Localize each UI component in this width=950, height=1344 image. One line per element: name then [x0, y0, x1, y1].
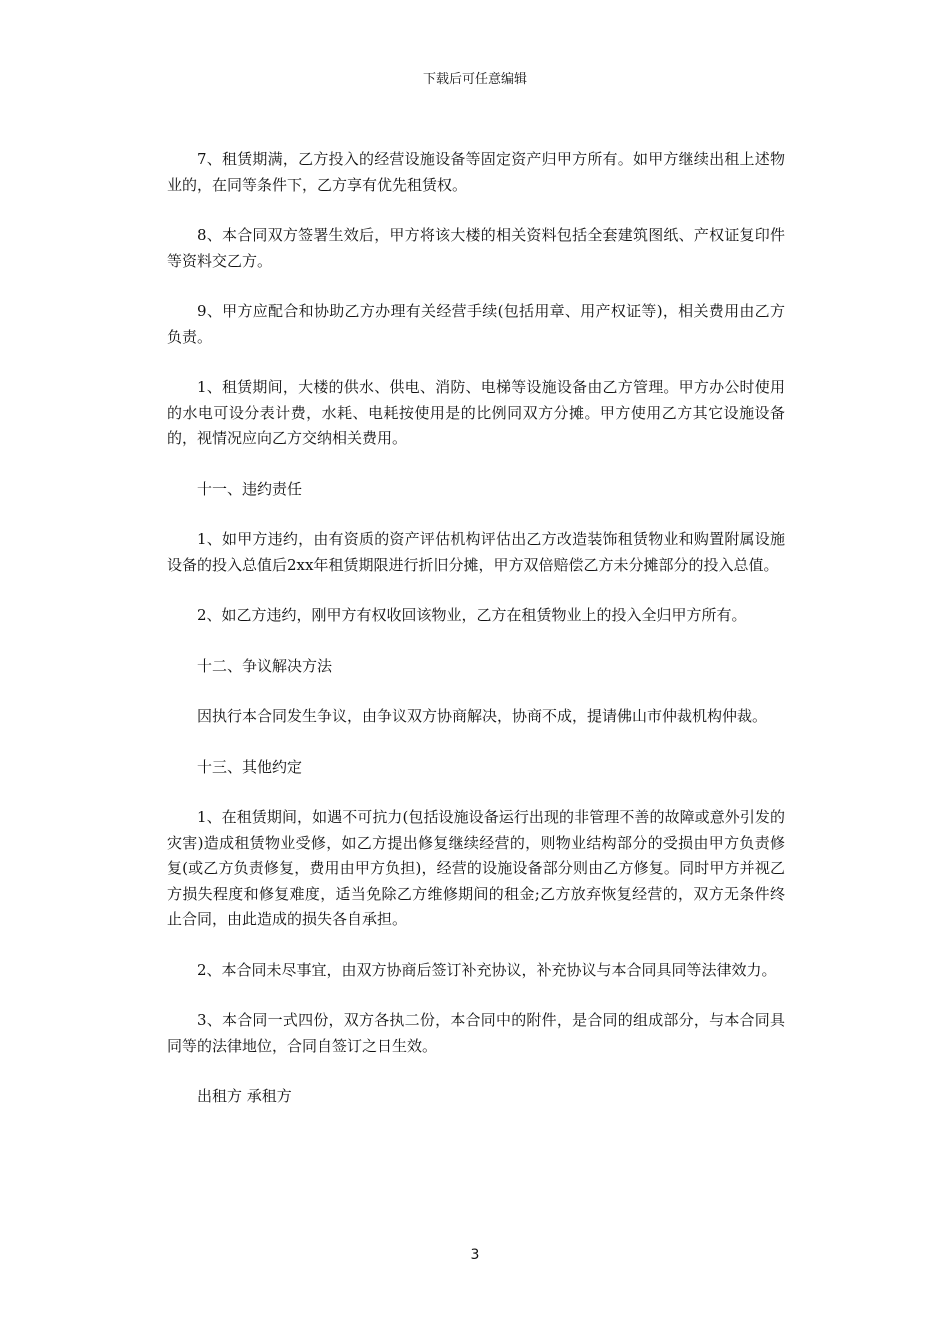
section-heading-dispute: 十二、争议解决方法 [197, 656, 333, 675]
facility-management-paragraph: 1、租赁期间，大楼的供水、供电、消防、电梯等设施设备由乙方管理。甲方办公时使用的水电可设分表计费，水耗、电耗按使用是的比例同双方分摊。甲方使用乙方其它设施设备的，视情况应向乙方交纳相关费用。 [167, 378, 785, 447]
copies-paragraph: 3、本合同一式四份，双方各执二份，本合同中的附件，是合同的组成部分，与本合同具同等的法律地位，合同自签订之日生效。 [167, 1011, 785, 1055]
signature-line: 出租方 承租方 [197, 1087, 292, 1105]
page-header: 下载后可任意编辑 [422, 72, 527, 87]
supplementary-paragraph: 2、本合同未尽事宜，由双方协商后签订补充协议，补充协议与本合同具同等法律效力。 [197, 960, 777, 979]
clause-7-paragraph: 7、租赁期满，乙方投入的经营设施设备等固定资产归甲方所有。如甲方继续出租上述物业的，在同等条件下，乙方享有优先租赁权。 [167, 150, 785, 194]
section-heading-other: 十三、其他约定 [197, 757, 303, 776]
section-heading-breach: 十一、违约责任 [197, 479, 303, 498]
clause-9-paragraph: 9、甲方应配合和协助乙方办理有关经营手续(包括用章、用产权证等)，相关费用由乙方负责。 [167, 302, 785, 346]
breach-lessor-paragraph: 1、如甲方违约，由有资质的资产评估机构评估出乙方改造装饰租赁物业和购置附属设施设备的投入总值后2xx年租赁期限进行折旧分摊，甲方双倍赔偿乙方未分摊部分的投入总值。 [167, 530, 785, 574]
document-body [167, 147, 785, 1135]
force-majeure-paragraph: 1、在租赁期间，如遇不可抗力(包括设施设备运行出现的非管理不善的故障或意外引发的灾害)造成租赁物业受修，如乙方提出修复继续经营的，则物业结构部分的受损由甲方负责修复(或乙方负责修复，费用由甲方负担)，经营的设施设备部分则由乙方修复。同时甲方并视乙方损失程度和修复难度，适当免除乙方维修期间的租金;乙方放弃恢复经营的，双方无条件终止合同，由此造成的损失各自承担。 [167, 808, 785, 928]
page-number: 3 [470, 1247, 480, 1263]
clause-8-paragraph: 8、本合同双方签署生效后，甲方将该大楼的相关资料包括全套建筑图纸、产权证复印件等资料交乙方。 [167, 226, 785, 270]
dispute-paragraph: 因执行本合同发生争议，由争议双方协商解决，协商不成，提请佛山市仲裁机构仲裁。 [197, 707, 768, 725]
breach-lessee-paragraph: 2、如乙方违约，刚甲方有权收回该物业，乙方在租赁物业上的投入全归甲方所有。 [197, 606, 747, 624]
